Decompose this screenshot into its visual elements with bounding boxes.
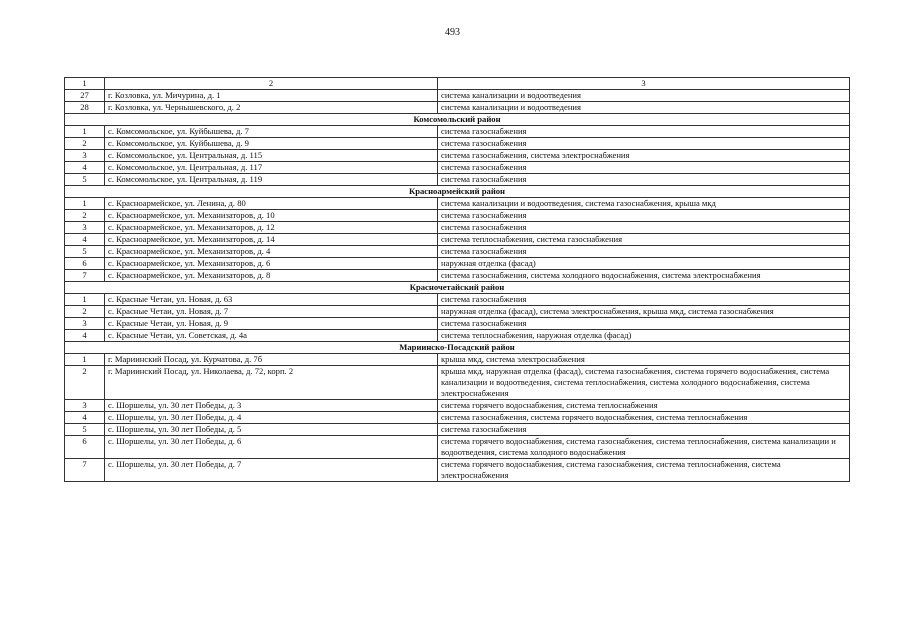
district-heading: Комсомольский район [65, 114, 850, 126]
row-works: система канализации и водоотведения, система газоснабжения, крыша мкд [438, 198, 850, 210]
table-row [65, 162, 850, 174]
district-heading-row [65, 282, 850, 294]
housing-repair-table [64, 77, 850, 482]
table-row [65, 246, 850, 258]
table-row [65, 459, 850, 482]
district-heading-row [65, 342, 850, 354]
row-works: система теплоснабжения, наружная отделка (фасад) [438, 330, 850, 342]
row-number: 2 [65, 366, 105, 400]
table-row [65, 150, 850, 162]
row-number: 5 [65, 174, 105, 186]
table-body [65, 78, 850, 482]
row-address: г. Мариинский Посад, ул. Курчатова, д. 7б [105, 354, 438, 366]
table-row [65, 210, 850, 222]
row-address: г. Козловка, ул. Мичурина, д. 1 [105, 90, 438, 102]
row-works: система канализации и водоотведения [438, 102, 850, 114]
row-address: с. Комсомольское, ул. Центральная, д. 117 [105, 162, 438, 174]
row-address: с. Комсомольское, ул. Куйбышева, д. 9 [105, 138, 438, 150]
column-header-number: 1 [65, 78, 105, 90]
row-works: система газоснабжения [438, 210, 850, 222]
row-number: 5 [65, 424, 105, 436]
row-number: 4 [65, 412, 105, 424]
row-works: система газоснабжения [438, 222, 850, 234]
row-address: с. Шоршелы, ул. 30 лет Победы, д. 7 [105, 459, 438, 482]
row-address: с. Красноармейское, ул. Механизаторов, д. 6 [105, 258, 438, 270]
row-number: 1 [65, 354, 105, 366]
row-number: 7 [65, 270, 105, 282]
row-works: система газоснабжения [438, 424, 850, 436]
row-address: с. Красноармейское, ул. Механизаторов, д. 10 [105, 210, 438, 222]
row-address: с. Шоршелы, ул. 30 лет Победы, д. 4 [105, 412, 438, 424]
page-number: 493 [445, 27, 460, 38]
row-works: крыша мкд, система электроснабжения [438, 354, 850, 366]
table-row [65, 436, 850, 459]
table-row [65, 234, 850, 246]
row-address: с. Красные Четаи, ул. Новая, д. 63 [105, 294, 438, 306]
row-works: система газоснабжения [438, 174, 850, 186]
district-heading: Красночетайский район [65, 282, 850, 294]
row-address: с. Красные Четаи, ул. Новая, д. 7 [105, 306, 438, 318]
table-row [65, 126, 850, 138]
table-row [65, 330, 850, 342]
table-row [65, 258, 850, 270]
district-heading-row [65, 186, 850, 198]
row-works: наружная отделка (фасад) [438, 258, 850, 270]
row-address: с. Красные Четаи, ул. Советская, д. 4а [105, 330, 438, 342]
row-works: система горячего водоснабжения, система газоснабжения, система теплоснабжения, система канализации и водоотведения, система холодного водоснабжения [438, 436, 850, 459]
table-row [65, 102, 850, 114]
row-works: система газоснабжения [438, 294, 850, 306]
row-address: с. Комсомольское, ул. Центральная, д. 119 [105, 174, 438, 186]
row-number: 27 [65, 90, 105, 102]
table-row [65, 366, 850, 400]
row-works: система теплоснабжения, система газоснабжения [438, 234, 850, 246]
row-works: система горячего водоснабжения, система теплоснабжения [438, 400, 850, 412]
row-address: с. Красноармейское, ул. Ленина, д. 80 [105, 198, 438, 210]
row-address: с. Комсомольское, ул. Куйбышева, д. 7 [105, 126, 438, 138]
row-works: система газоснабжения, система электроснабжения [438, 150, 850, 162]
row-works: система газоснабжения [438, 162, 850, 174]
row-number: 3 [65, 150, 105, 162]
table-row [65, 222, 850, 234]
row-address: с. Шоршелы, ул. 30 лет Победы, д. 6 [105, 436, 438, 459]
row-address: с. Красноармейское, ул. Механизаторов, д. 12 [105, 222, 438, 234]
row-works: крыша мкд, наружная отделка (фасад), система газоснабжения, система горячего водоснабжения, система канализации и водоотведения, система теплоснабжения, система холодного водоснабжения, система электроснабжения [438, 366, 850, 400]
table-row [65, 90, 850, 102]
row-works: система газоснабжения [438, 318, 850, 330]
table-row [65, 174, 850, 186]
district-heading: Мариинско-Посадский район [65, 342, 850, 354]
row-works: система газоснабжения [438, 138, 850, 150]
row-works: наружная отделка (фасад), система электроснабжения, крыша мкд, система газоснабжения [438, 306, 850, 318]
table-row [65, 294, 850, 306]
row-address: с. Шоршелы, ул. 30 лет Победы, д. 3 [105, 400, 438, 412]
row-address: с. Комсомольское, ул. Центральная, д. 115 [105, 150, 438, 162]
row-address: с. Шоршелы, ул. 30 лет Победы, д. 5 [105, 424, 438, 436]
table-row [65, 198, 850, 210]
row-works: система горячего водоснабжения, система газоснабжения, система теплоснабжения, система электроснабжения [438, 459, 850, 482]
row-number: 3 [65, 222, 105, 234]
table-row [65, 318, 850, 330]
row-address: с. Красные Четаи, ул. Новая, д. 9 [105, 318, 438, 330]
row-number: 3 [65, 318, 105, 330]
row-number: 2 [65, 306, 105, 318]
column-header-works: 3 [438, 78, 850, 90]
table-row [65, 424, 850, 436]
row-number: 6 [65, 258, 105, 270]
row-works: система канализации и водоотведения [438, 90, 850, 102]
row-address: с. Красноармейское, ул. Механизаторов, д. 8 [105, 270, 438, 282]
row-works: система газоснабжения [438, 126, 850, 138]
row-works: система газоснабжения [438, 246, 850, 258]
row-number: 4 [65, 162, 105, 174]
table-row [65, 354, 850, 366]
row-number: 1 [65, 198, 105, 210]
table-row [65, 412, 850, 424]
table-row [65, 400, 850, 412]
row-number: 7 [65, 459, 105, 482]
table-row [65, 270, 850, 282]
row-number: 6 [65, 436, 105, 459]
row-works: система газоснабжения, система холодного водоснабжения, система электроснабжения [438, 270, 850, 282]
row-number: 2 [65, 210, 105, 222]
row-address: с. Красноармейское, ул. Механизаторов, д. 14 [105, 234, 438, 246]
row-number: 5 [65, 246, 105, 258]
district-heading-row [65, 114, 850, 126]
row-works: система газоснабжения, система горячего водоснабжения, система теплоснабжения [438, 412, 850, 424]
row-number: 1 [65, 126, 105, 138]
column-header-address: 2 [105, 78, 438, 90]
row-address: с. Красноармейское, ул. Механизаторов, д. 4 [105, 246, 438, 258]
row-number: 4 [65, 234, 105, 246]
row-number: 1 [65, 294, 105, 306]
row-number: 28 [65, 102, 105, 114]
table-row [65, 138, 850, 150]
row-number: 2 [65, 138, 105, 150]
row-number: 3 [65, 400, 105, 412]
row-number: 4 [65, 330, 105, 342]
district-heading: Красноармейский район [65, 186, 850, 198]
row-address: г. Козловка, ул. Чернышевского, д. 2 [105, 102, 438, 114]
table-row [65, 306, 850, 318]
row-address: г. Мариинский Посад, ул. Николаева, д. 72, корп. 2 [105, 366, 438, 400]
table-header-row [65, 78, 850, 90]
